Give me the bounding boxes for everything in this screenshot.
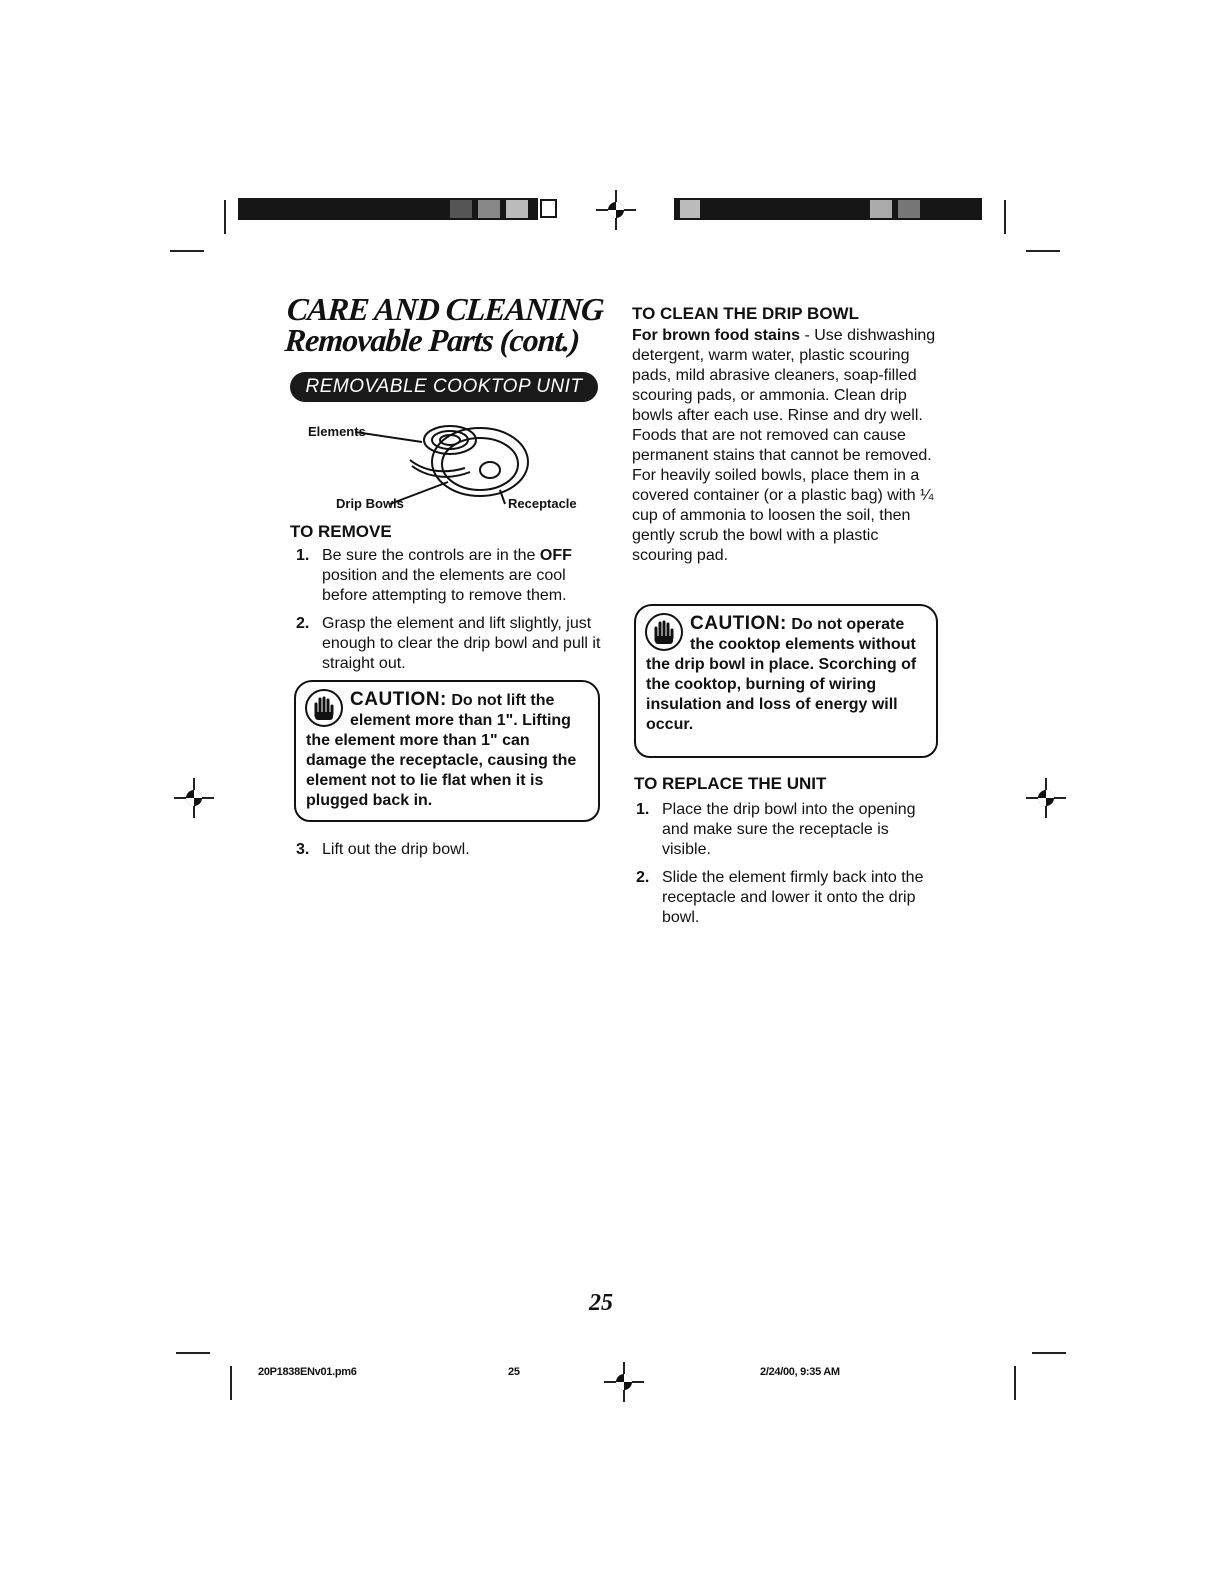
label-receptacle: Receptacle [508,496,577,511]
clean-paragraph: For brown food stains - Use dishwashing detergent, warm water, plastic scouring pads, mild abrasive cleaners, soap-filled scouring pads, or ammonia. Clean drip bowls after each use. Rinse and dry well. Foods that are not removed can cause permanent stains that cannot be removed. For heavily soiled bowls, place them in a covered container (or a plastic bag) with ¼ cup of ammonia to loosen the soil, then gently scrub the bowl with a plastic scouring pad. [632,327,936,564]
page-title [283,291,605,358]
title-line-1: CARE AND CLEANING [285,291,605,327]
label-drip-bowls: Drip Bowls [336,496,404,511]
registration-box [540,199,557,218]
list-item: 3. Lift out the drip bowl. [296,841,470,858]
heading-to-remove: TO REMOVE [290,522,392,541]
list-item: 1. Place the drip bowl into the opening and make sure the receptacle is visible. [636,801,916,858]
crop-mark [176,1352,210,1354]
crop-mark [230,1366,232,1400]
crop-mark [1026,250,1060,252]
registration-bar [238,198,538,220]
caution-box-remove: CAUTION: Do not lift the element more than 1". Lifting the element more than 1" can damage the receptacle, causing the element not to lie flat when it is plugged back in. [294,680,600,822]
footer-page: 25 [508,1366,520,1378]
list-item: 2. Grasp the element and lift slightly, just enough to clear the drip bowl and pull it straight out. [296,615,601,672]
label-elements: Elements [308,424,366,439]
page-number: 25 [589,1290,613,1316]
stop-hand-icon [644,612,684,652]
registration-crosshair-icon [174,778,214,818]
crop-mark [1004,200,1006,234]
cooktop-diagram [300,412,600,520]
crop-mark [170,250,204,252]
registration-bar [674,198,982,220]
heading-to-clean: TO CLEAN THE DRIP BOWL [632,304,859,323]
registration-crosshair-icon [596,190,636,230]
list-item: 1. Be sure the controls are in the OFF position and the elements are cool before attempting to remove them. [296,547,572,604]
registration-crosshair-icon [1026,778,1066,818]
replace-steps [636,800,936,936]
title-line-2: Removable Parts (cont.) [283,322,581,358]
crop-mark [1014,1366,1016,1400]
crop-mark [1032,1352,1066,1354]
caution-box-clean: CAUTION: Do not operate the cooktop elements without the drip bowl in place. Scorching of the cooktop, burning of wiring insulation and loss of energy will occur. [634,604,938,758]
crop-mark [224,200,226,234]
list-item: 2. Slide the element firmly back into the receptacle and lower it onto the drip bowl. [636,869,924,926]
remove-steps [296,546,606,682]
registration-crosshair-icon [604,1362,644,1402]
section-pill: REMOVABLE COOKTOP UNIT [290,372,598,402]
footer-filename: 20P1838ENv01.pm6 [258,1366,357,1378]
footer-date: 2/24/00, 9:35 AM [760,1366,840,1378]
remove-steps-continued [296,840,606,868]
heading-to-replace: TO REPLACE THE UNIT [634,774,827,793]
stop-hand-icon [304,688,344,728]
